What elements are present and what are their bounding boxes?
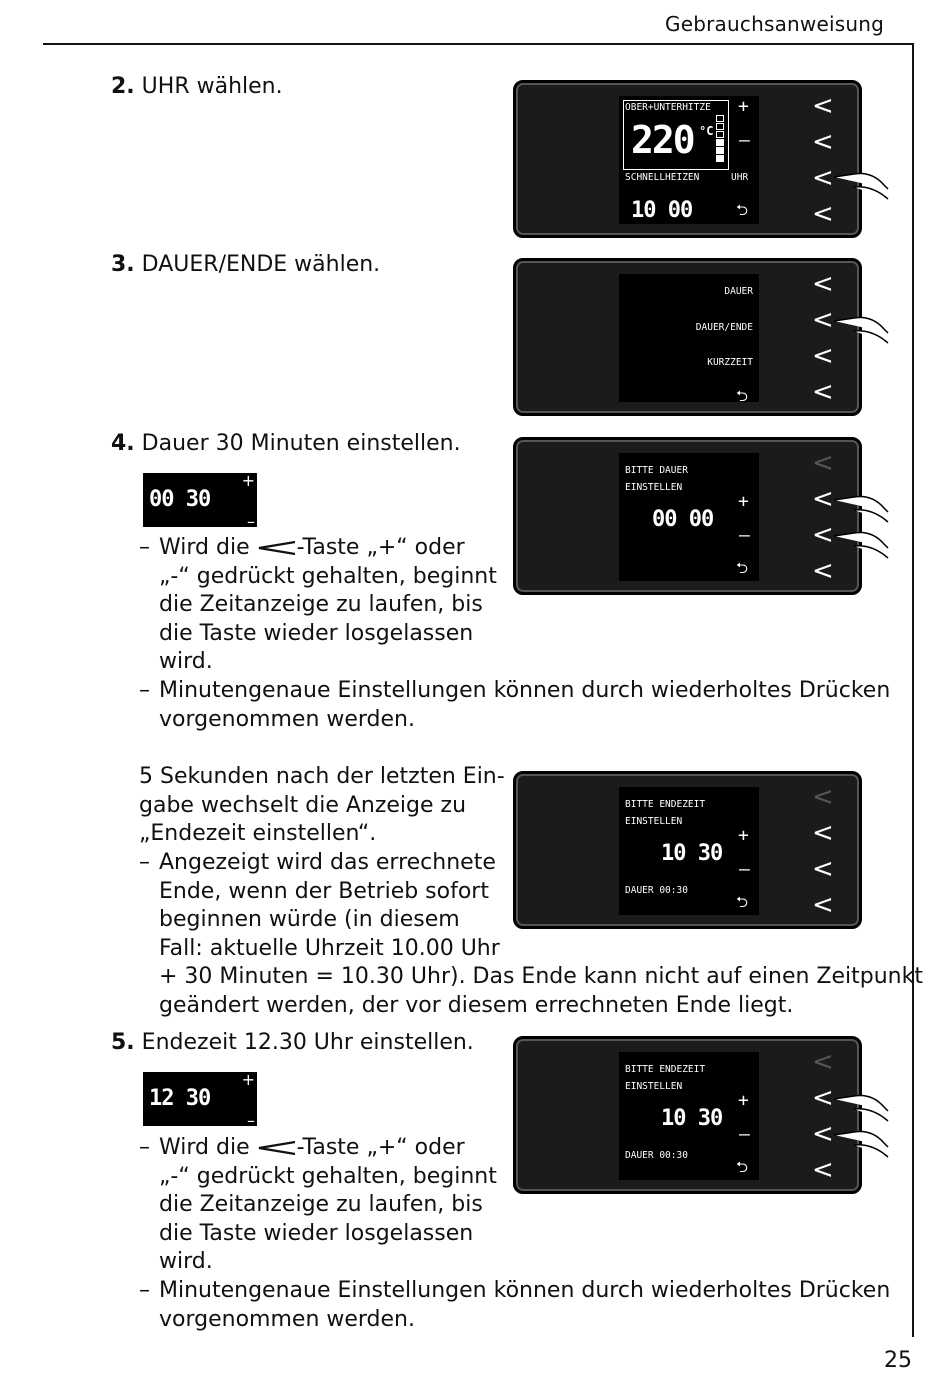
prompt-line: EINSTELLEN bbox=[625, 816, 683, 827]
step-text: DAUER/ENDE wählen. bbox=[141, 252, 381, 277]
step-2 bbox=[111, 73, 283, 102]
step-number: 4. bbox=[111, 431, 135, 456]
panel-key[interactable]: < bbox=[812, 520, 834, 550]
prompt-line: EINSTELLEN bbox=[625, 1081, 683, 1092]
lcd-screen bbox=[619, 453, 759, 581]
bullet-line: vorgenommen werden. bbox=[159, 707, 415, 732]
bullet-dash: – bbox=[139, 678, 150, 703]
pressing-finger-icon bbox=[832, 305, 892, 345]
temperature-unit: °C bbox=[699, 124, 714, 138]
mode-label: OBER+UNTERHITZE bbox=[625, 102, 711, 113]
pressing-finger-icon bbox=[832, 161, 892, 201]
oven-panel-endezeit-einstellen bbox=[513, 1036, 862, 1194]
mini-display-end bbox=[143, 1070, 257, 1130]
prompt-line: BITTE ENDEZEIT bbox=[625, 799, 706, 810]
prompt-line: BITTE DAUER bbox=[625, 465, 688, 476]
lcd-screen bbox=[619, 274, 759, 405]
oven-panel-dauer-einstellen bbox=[513, 437, 862, 595]
panel-key[interactable]: < bbox=[812, 1083, 834, 1113]
header-rule bbox=[43, 43, 913, 45]
back-icon: ⮌ bbox=[736, 559, 749, 577]
margin-rule bbox=[912, 43, 914, 1337]
plus-icon: + bbox=[241, 1070, 255, 1089]
plus-icon: + bbox=[738, 1090, 749, 1111]
bullet-text: -Taste „+“ oder bbox=[296, 1135, 465, 1160]
menu-option-kurzzeit: KURZZEIT bbox=[707, 357, 753, 368]
key-less-than-icon bbox=[257, 541, 297, 555]
mini-display-duration bbox=[143, 471, 257, 531]
bullet-line bbox=[159, 1134, 465, 1163]
bullet-text: Wird die bbox=[159, 1135, 250, 1160]
step-text: Dauer 30 Minuten einstellen. bbox=[141, 431, 461, 456]
panel-key[interactable]: < bbox=[812, 127, 834, 157]
panel-key[interactable]: < bbox=[812, 377, 834, 407]
pressing-finger-icon bbox=[832, 484, 892, 524]
pressing-finger-icon bbox=[832, 1083, 892, 1123]
pressing-finger-icon bbox=[832, 520, 892, 560]
clock-time: 10 00 bbox=[631, 198, 693, 223]
panel-key[interactable]: < bbox=[812, 341, 834, 371]
panel-key[interactable]: < bbox=[812, 163, 834, 193]
bullet-dash: – bbox=[139, 535, 150, 560]
back-icon: ⮌ bbox=[736, 893, 749, 911]
minus-icon: – bbox=[247, 1111, 255, 1130]
bullet-line: wird. bbox=[159, 649, 213, 674]
clock-label: UHR bbox=[731, 172, 749, 183]
running-header: Gebrauchsanweisung bbox=[665, 12, 884, 36]
bullet-line: Angezeigt wird das errechnete bbox=[159, 850, 496, 875]
bullet-line: wird. bbox=[159, 1249, 213, 1274]
step-text: Endezeit 12.30 Uhr einstellen. bbox=[141, 1030, 474, 1055]
bullet-text: Wird die bbox=[159, 535, 250, 560]
bullet-line: „-“ gedrückt gehalten, beginnt bbox=[159, 1164, 497, 1189]
bullet-line: die Zeitanzeige zu laufen, bis bbox=[159, 592, 483, 617]
panel-key[interactable]: < bbox=[812, 269, 834, 299]
step-number: 5. bbox=[111, 1030, 135, 1055]
key-less-than-icon bbox=[257, 1141, 297, 1155]
prompt-line: EINSTELLEN bbox=[625, 482, 683, 493]
minus-icon: – bbox=[739, 1124, 750, 1145]
oven-panel-endezeit bbox=[513, 771, 862, 929]
lcd-screen bbox=[619, 1052, 759, 1180]
minus-icon: – bbox=[739, 859, 750, 880]
paragraph-line: gabe wechselt die Anzeige zu bbox=[139, 793, 467, 818]
panel-key-inactive[interactable]: < bbox=[812, 448, 834, 478]
bullet-line: „-“ gedrückt gehalten, beginnt bbox=[159, 564, 497, 589]
mini-display-value: 00 30 bbox=[149, 487, 211, 512]
temperature-value: 220 bbox=[631, 118, 694, 162]
panel-key[interactable]: < bbox=[812, 199, 834, 229]
bullet-line: geändert werden, der vor diesem errechneten Ende liegt. bbox=[159, 993, 794, 1018]
heat-level-bars bbox=[716, 115, 724, 162]
plus-icon: + bbox=[738, 96, 749, 117]
step-3 bbox=[111, 251, 380, 280]
panel-key[interactable]: < bbox=[812, 890, 834, 920]
panel-key[interactable]: < bbox=[812, 854, 834, 884]
bullet-line: Minutengenaue Einstellungen können durch wiederholtes Drücken bbox=[159, 1278, 891, 1303]
duration-value: 00 00 bbox=[652, 507, 714, 532]
bullet-line: Ende, wenn der Betrieb sofort bbox=[159, 879, 489, 904]
plus-icon: + bbox=[738, 825, 749, 846]
panel-key[interactable]: < bbox=[812, 818, 834, 848]
bullet-line: vorgenommen werden. bbox=[159, 1307, 415, 1332]
step-5 bbox=[111, 1029, 474, 1058]
page-number: 25 bbox=[884, 1348, 912, 1373]
bullet-line: die Zeitanzeige zu laufen, bis bbox=[159, 1192, 483, 1217]
plus-icon: + bbox=[738, 491, 749, 512]
bullet-dash: – bbox=[139, 850, 150, 875]
panel-key-inactive[interactable]: < bbox=[812, 782, 834, 812]
oven-panel-uhr bbox=[513, 80, 862, 238]
minus-icon: – bbox=[739, 525, 750, 546]
lcd-screen bbox=[619, 96, 759, 224]
back-icon: ⮌ bbox=[736, 1158, 749, 1176]
paragraph-line: 5 Sekunden nach der letzten Ein- bbox=[139, 764, 505, 789]
bullet-line: die Taste wieder losgelassen bbox=[159, 621, 474, 646]
panel-key[interactable]: < bbox=[812, 1155, 834, 1185]
bullet-line: Minutengenaue Einstellungen können durch wiederholtes Drücken bbox=[159, 678, 891, 703]
panel-key[interactable]: < bbox=[812, 305, 834, 335]
bullet-line: die Taste wieder losgelassen bbox=[159, 1221, 474, 1246]
step-number: 2. bbox=[111, 74, 135, 99]
back-icon: ⮌ bbox=[736, 387, 749, 405]
minus-icon: – bbox=[739, 130, 750, 151]
bullet-line: + 30 Minuten = 10.30 Uhr). Das Ende kann nicht auf einen Zeitpunkt bbox=[159, 964, 923, 989]
oven-panel-dauer-ende bbox=[513, 258, 862, 416]
paragraph-line: „Endezeit einstellen“. bbox=[139, 821, 377, 846]
minus-icon: – bbox=[247, 512, 255, 531]
panel-key[interactable]: < bbox=[812, 1119, 834, 1149]
bullet-dash: – bbox=[139, 1278, 150, 1303]
bullet-text: -Taste „+“ oder bbox=[296, 535, 465, 560]
panel-key[interactable]: < bbox=[812, 484, 834, 514]
duration-info: DAUER 00:30 bbox=[625, 885, 688, 896]
panel-key[interactable]: < bbox=[812, 556, 834, 586]
step-text: UHR wählen. bbox=[141, 74, 283, 99]
fast-heat-label: SCHNELLHEIZEN bbox=[625, 172, 700, 183]
end-time-value: 10 30 bbox=[661, 1106, 723, 1131]
bullet-line: beginnen würde (in diesem bbox=[159, 907, 460, 932]
panel-key[interactable]: < bbox=[812, 91, 834, 121]
back-icon: ⮌ bbox=[736, 201, 749, 219]
step-4 bbox=[111, 430, 461, 459]
plus-icon: + bbox=[241, 471, 255, 490]
pressing-finger-icon bbox=[832, 1119, 892, 1159]
lcd-screen bbox=[619, 787, 759, 915]
menu-option-dauer-ende: DAUER/ENDE bbox=[695, 322, 753, 333]
bullet-line bbox=[159, 534, 465, 563]
duration-info: DAUER 00:30 bbox=[625, 1150, 688, 1161]
mini-display-value: 12 30 bbox=[149, 1086, 211, 1111]
panel-key-inactive[interactable]: < bbox=[812, 1047, 834, 1077]
menu-option-dauer: DAUER bbox=[724, 286, 753, 297]
step-number: 3. bbox=[111, 252, 135, 277]
end-time-value: 10 30 bbox=[661, 841, 723, 866]
bullet-dash: – bbox=[139, 1135, 150, 1160]
prompt-line: BITTE ENDEZEIT bbox=[625, 1064, 706, 1075]
bullet-line: Fall: aktuelle Uhrzeit 10.00 Uhr bbox=[159, 936, 500, 961]
